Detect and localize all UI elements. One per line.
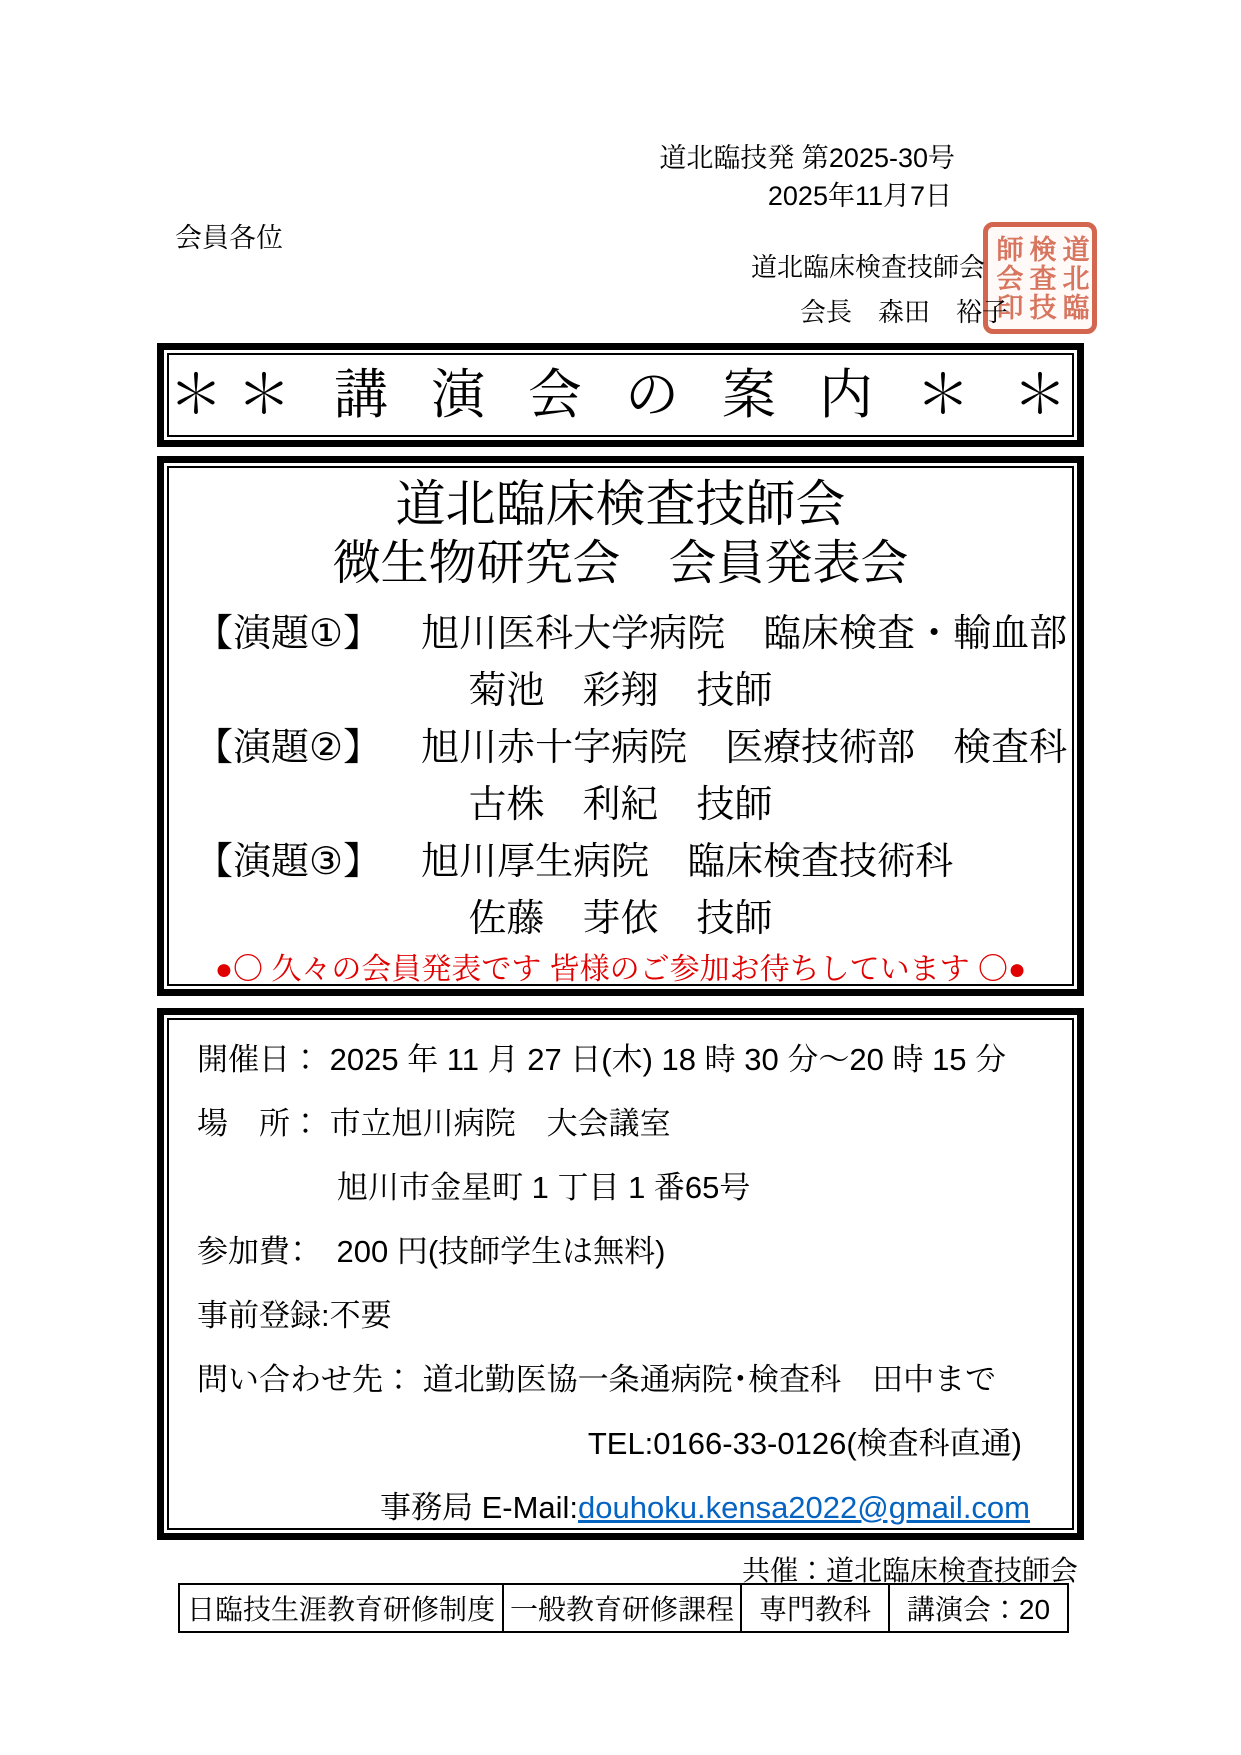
detail-row-place [197,1092,1072,1156]
page-title: ＊＊ 講 演 会 の 案 内 ＊ ＊ [169,365,1082,425]
seal-column: 検査技 [1025,234,1056,322]
detail-label: 問い合わせ先： [197,1362,414,1397]
detail-row-fee [197,1220,1072,1284]
credit-table [178,1583,1069,1633]
sender-org: 道北臨床検査技師会 [750,252,985,282]
presentation-2-line [169,720,1072,777]
detail-row-contact [197,1348,1072,1412]
presentation-3-presenter: 佐藤 芽依 技師 [468,898,773,940]
presentation-1-label: 【演題①】 [195,613,382,655]
email-label: 事務局 E-Mail: [379,1490,579,1525]
detail-value: 不要 [329,1298,392,1333]
event-org: 道北臨床検査技師会 [395,476,846,532]
detail-row-address [197,1156,1072,1220]
detail-value: 旭川市金星町 1 丁目 1 番65号 [337,1170,751,1205]
detail-label: 開催日： [197,1042,321,1077]
detail-label: 事前登録: [197,1298,330,1333]
presentation-3-line [169,834,1072,891]
detail-value: 市立旭川病院 大会議室 [321,1106,671,1141]
title-box [157,343,1084,447]
presentation-2-label: 【演題②】 [195,727,382,769]
recipient: 会員各位 [175,223,283,253]
email-link[interactable]: douhoku.kensa2022@gmail.com [578,1490,1030,1525]
event-box [157,456,1084,996]
presentation-1-presenter: 菊池 彩翔 技師 [468,670,773,712]
detail-row-registration [197,1284,1072,1348]
presentation-1-line [169,606,1072,663]
tel-line: TEL:0166-33-0126(検査科直通) [587,1426,1022,1461]
presentation-3-affiliation: 旭川厚生病院 臨床検査技術科 [421,841,954,883]
cosponsor-line: 共催：道北臨床検査技師会 [741,1555,1078,1586]
detail-value: 2025 年 11 月 27 日(木) 18 時 30 分～20 時 15 分 [321,1042,1007,1077]
detail-label: 参加費： [197,1234,306,1269]
credit-cell-system: 日臨技生涯教育研修制度 [180,1585,504,1631]
credit-cell-subject: 専門教科 [742,1585,890,1631]
presentation-2-presenter: 古株 利紀 技師 [468,784,773,826]
credit-cell-points: 講演会：20 [906,1594,1051,1625]
seal-column: 師会印 [992,234,1023,322]
presentation-1-affiliation: 旭川医科大学病院 臨床検査・輸血部 [421,613,1068,655]
highlight-message: ●〇 久々の会員発表です 皆様のご参加お待ちしています 〇● [214,953,1027,986]
detail-value: 200 円(技師学生は無料) [305,1234,666,1269]
presentation-3-label: 【演題③】 [195,841,382,883]
issue-date: 2025年11月7日 [767,181,952,211]
presentation-2-affiliation: 旭川赤十字病院 医療技術部 検査科 [421,727,1068,769]
detail-row-date [197,1028,1072,1092]
details-box [157,1008,1084,1540]
event-name: 微生物研究会 会員発表会 [332,537,909,590]
detail-label: 場 所： [197,1106,321,1141]
doc-number: 道北臨技発 第2025-30号 [659,143,955,173]
sender-name: 会長 森田 裕子 [799,297,1008,327]
credit-cell-course: 一般教育研修課程 [504,1585,742,1631]
email-line [197,1476,1072,1540]
seal-column: 道北臨 [1058,234,1089,322]
detail-value: 道北勤医協一条通病院･検査科 田中まで [414,1362,997,1397]
